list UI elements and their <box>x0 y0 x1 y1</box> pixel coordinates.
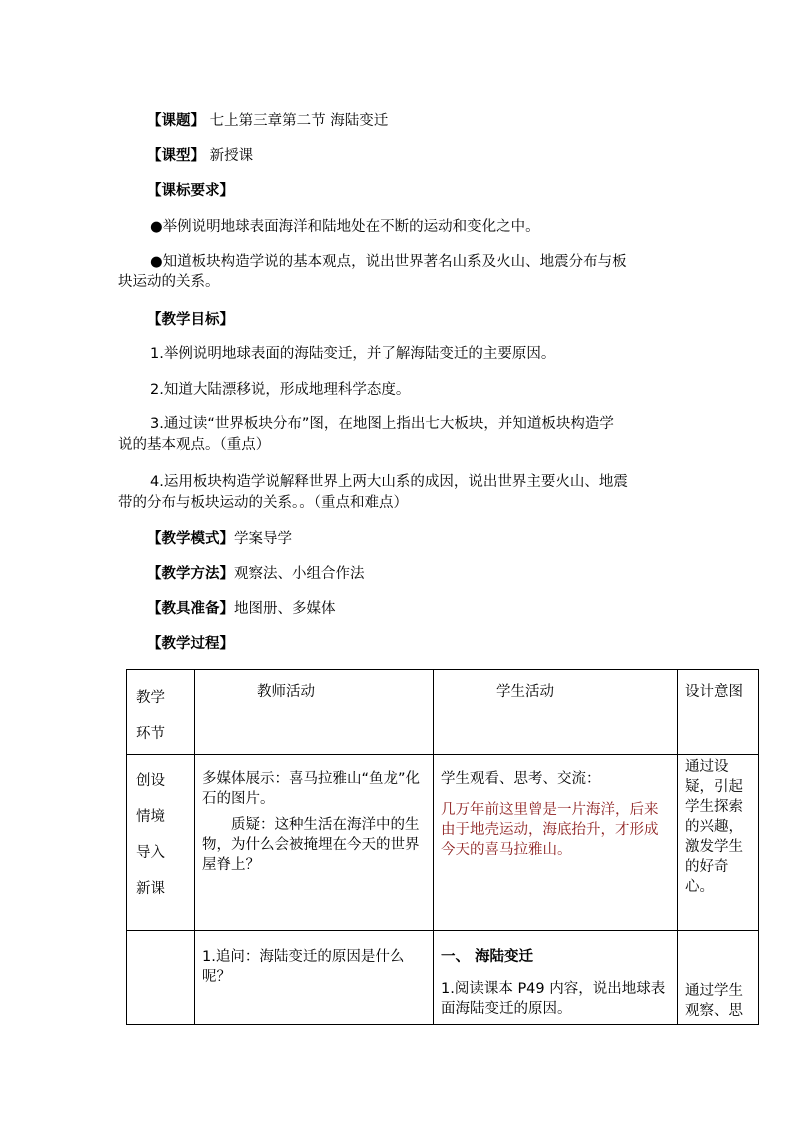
topic-label: 【课题】 <box>147 113 205 129</box>
goal-3b: 说的基本观点。（重点） <box>118 437 271 453</box>
table-header-row <box>127 670 759 755</box>
header-stage: 教学 环节 <box>127 670 195 755</box>
goal-3a: 3.通过读“世界板块分布”图，在地图上指出七大板块，并知道板块构造学 <box>150 416 614 432</box>
goal-1: 1.举例说明地球表面的海陆变迁，并了解海陆变迁的主要原因。 <box>150 346 556 362</box>
row1-student: 学生观看、思考、交流： 几万年前这里曾是一片海洋，后来由于地壳运动，海底抬升，才形成今天的喜马拉雅山。 <box>434 755 678 931</box>
row1-teacher: 多媒体展示：喜马拉雅山“鱼龙”化石的图片。 质疑：这种生活在海洋中的生物，为什么会被掩埋在今天的世界屋脊上？ <box>195 755 434 931</box>
goals-label: 【教学目标】 <box>147 312 234 328</box>
row1-intent: 通过设疑，引起学生探索的兴趣，激发学生的好奇心。 <box>678 755 759 931</box>
standard-2b: 块运动的关系。 <box>118 274 220 290</box>
row2-intent: 通过学生观察、思 <box>678 931 759 1025</box>
standard-1: ●举例说明地球表面海洋和陆地处在不断的运动和变化之中。 <box>150 219 540 235</box>
table-row <box>127 931 759 1025</box>
tools-value: 地图册、多媒体 <box>234 601 336 617</box>
type-label: 【课型】 <box>147 148 205 164</box>
topic-line <box>147 111 388 132</box>
topic-value: 七上第三章第二节 海陆变迁 <box>209 113 389 129</box>
row2-student: 一、 海陆变迁 1.阅读课本 P49 内容，说出地球表面海陆变迁的原因。 <box>434 931 678 1025</box>
table-row <box>127 755 759 931</box>
goal-4a: 4.运用板块构造学说解释世界上两大山系的成因，说出世界主要火山、地震 <box>150 474 628 490</box>
row1-stage: 创设 情境 导入 新课 <box>127 755 195 931</box>
tools-label: 【教具准备】 <box>147 601 234 617</box>
row2-stage <box>127 931 195 1025</box>
process-table <box>126 669 759 1025</box>
header-student: 学生活动 <box>434 670 678 755</box>
method-value: 观察法、小组合作法 <box>234 566 365 582</box>
tools-line <box>147 599 336 620</box>
type-value: 新授课 <box>209 148 254 164</box>
standard-2a: ●知道板块构造学说的基本观点，说出世界著名山系及火山、地震分布与板 <box>150 254 627 270</box>
method-line <box>147 564 365 585</box>
process-label: 【教学过程】 <box>147 636 234 652</box>
goal-2: 2.知道大陆漂移说，形成地理科学态度。 <box>150 382 411 398</box>
header-intent: 设计意图 <box>678 670 759 755</box>
mode-value: 学案导学 <box>234 531 292 547</box>
row2-teacher: 1.追问：海陆变迁的原因是什么呢？ <box>195 931 434 1025</box>
goal-4b: 带的分布与板块运动的关系。。（重点和难点） <box>118 495 408 511</box>
header-teacher: 教师活动 <box>195 670 434 755</box>
mode-line <box>147 529 292 550</box>
mode-label: 【教学模式】 <box>147 531 234 547</box>
standard-label: 【课标要求】 <box>147 183 234 199</box>
method-label: 【教学方法】 <box>147 566 234 582</box>
type-line <box>147 146 253 167</box>
